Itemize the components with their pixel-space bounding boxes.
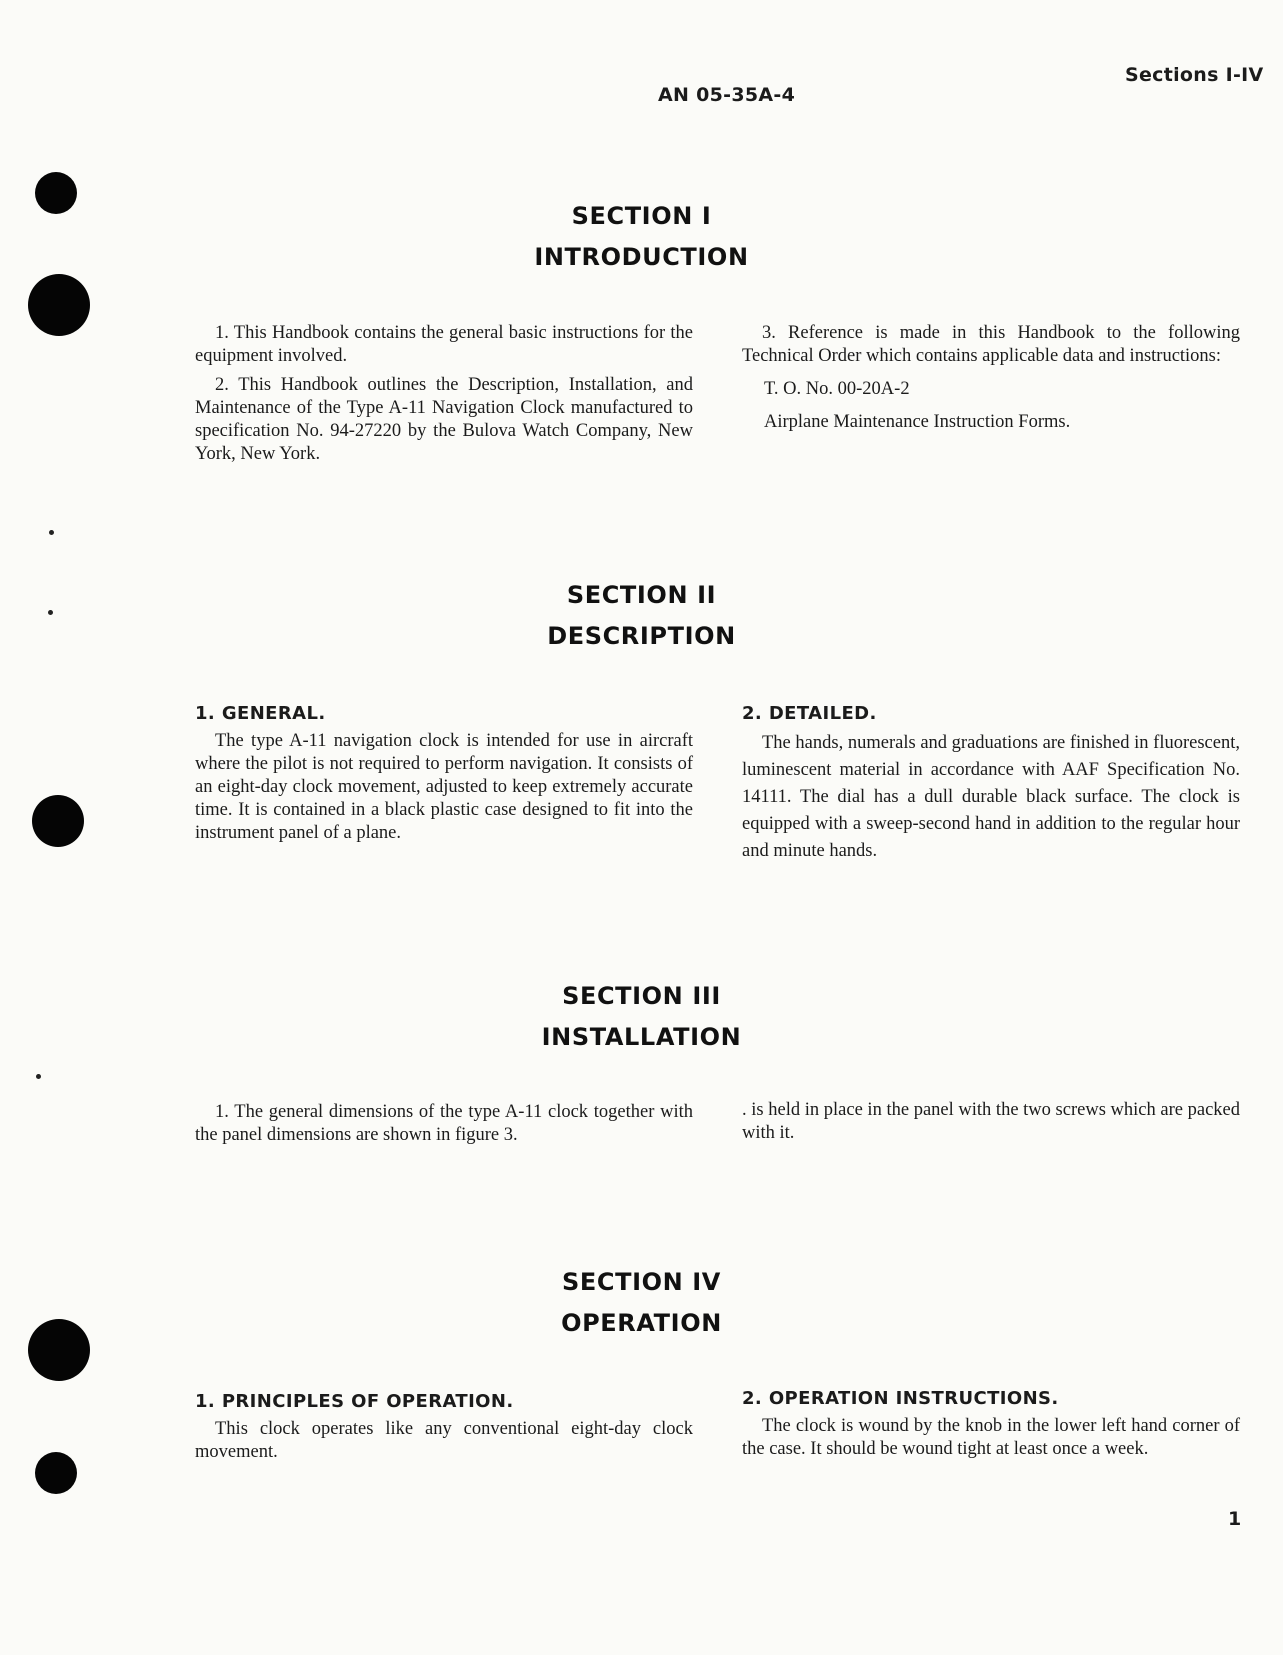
section-2-title: DESCRIPTION: [547, 622, 736, 650]
section-2-number: SECTION II: [566, 581, 717, 609]
section-3-right-column: [742, 1099, 1240, 1151]
section-1-para-2: 2. This Handbook outlines the Description, Installation, and Maintenance of the Type A-11 Navigation Clock manufactured to specification No. 94-27220 by the Bulova Watch Company, New York, New York.: [195, 375, 693, 464]
section-4-instructions-heading: 2. OPERATION INSTRUCTIONS.: [742, 1388, 1059, 1409]
section-1-para-3: 3. Reference is made in this Handbook to the following Technical Order which contains applicable data and instructions:: [742, 323, 1240, 366]
section-4-principles-heading: 1. PRINCIPLES OF OPERATION.: [195, 1391, 514, 1412]
section-2-left-column: [195, 702, 693, 851]
section-3-para-2: . is held in place in the panel with the two screws which are packed with it.: [742, 1100, 1240, 1143]
section-1-right-column: [742, 322, 1240, 440]
section-3-number: SECTION III: [562, 982, 721, 1010]
section-2-general-heading: 1. GENERAL.: [195, 703, 326, 724]
section-3-left-column: [195, 1101, 693, 1153]
section-4-left-column: [195, 1390, 693, 1470]
section-3-title: INSTALLATION: [541, 1023, 742, 1051]
section-3-para-1: 1. The general dimensions of the type A-11 clock together with the panel dimensions are shown in figure 3.: [195, 1102, 693, 1145]
doc-number: AN 05-35A-4: [658, 84, 796, 106]
binder-hole-3: [32, 795, 84, 847]
section-1-title: INTRODUCTION: [534, 243, 749, 271]
scan-speck: [48, 610, 53, 615]
section-2-detailed-text: The hands, numerals and graduations are finished in fluorescent, luminescent material in accordance with AAF Specification No. 14111. The dial has a dull durable black surface. The clock is equipped with a sweep-second hand in addition to the regular hour and minute hands.: [742, 733, 1240, 861]
section-1-number: SECTION I: [571, 202, 712, 230]
section-1-para-1: 1. This Handbook contains the general basic instructions for the equipment involved.: [195, 323, 693, 366]
section-4-principles-text: This clock operates like any conventional eight-day clock movement.: [195, 1419, 693, 1462]
reference-technical-order: T. O. No. 00-20A-2: [764, 379, 910, 399]
page-number: 1: [1228, 1508, 1242, 1530]
reference-forms: Airplane Maintenance Instruction Forms.: [764, 412, 1071, 432]
section-4-number: SECTION IV: [562, 1268, 721, 1296]
scan-speck: [36, 1074, 41, 1079]
scan-speck: [49, 530, 54, 535]
section-2-right-column: [742, 702, 1240, 871]
binder-hole-2: [28, 274, 90, 336]
section-2-general-text: The type A-11 navigation clock is intended for use in aircraft where the pilot is not required to perform navigation. It consists of an eight-day clock movement, adjusted to keep extremely accurate time. It is contained in a black plastic case designed to fit into the instrument panel of a plane.: [195, 731, 693, 843]
section-4-instructions-text: The clock is wound by the knob in the lower left hand corner of the case. It should be wound tight at least once a week.: [742, 1416, 1240, 1459]
sections-label: Sections I-IV: [1125, 64, 1264, 86]
section-2-detailed-heading: 2. DETAILED.: [742, 703, 877, 724]
binder-hole-5: [35, 1452, 77, 1494]
section-1-left-column: [195, 322, 693, 472]
section-4-title: OPERATION: [561, 1309, 722, 1337]
section-4-right-column: [742, 1387, 1240, 1467]
